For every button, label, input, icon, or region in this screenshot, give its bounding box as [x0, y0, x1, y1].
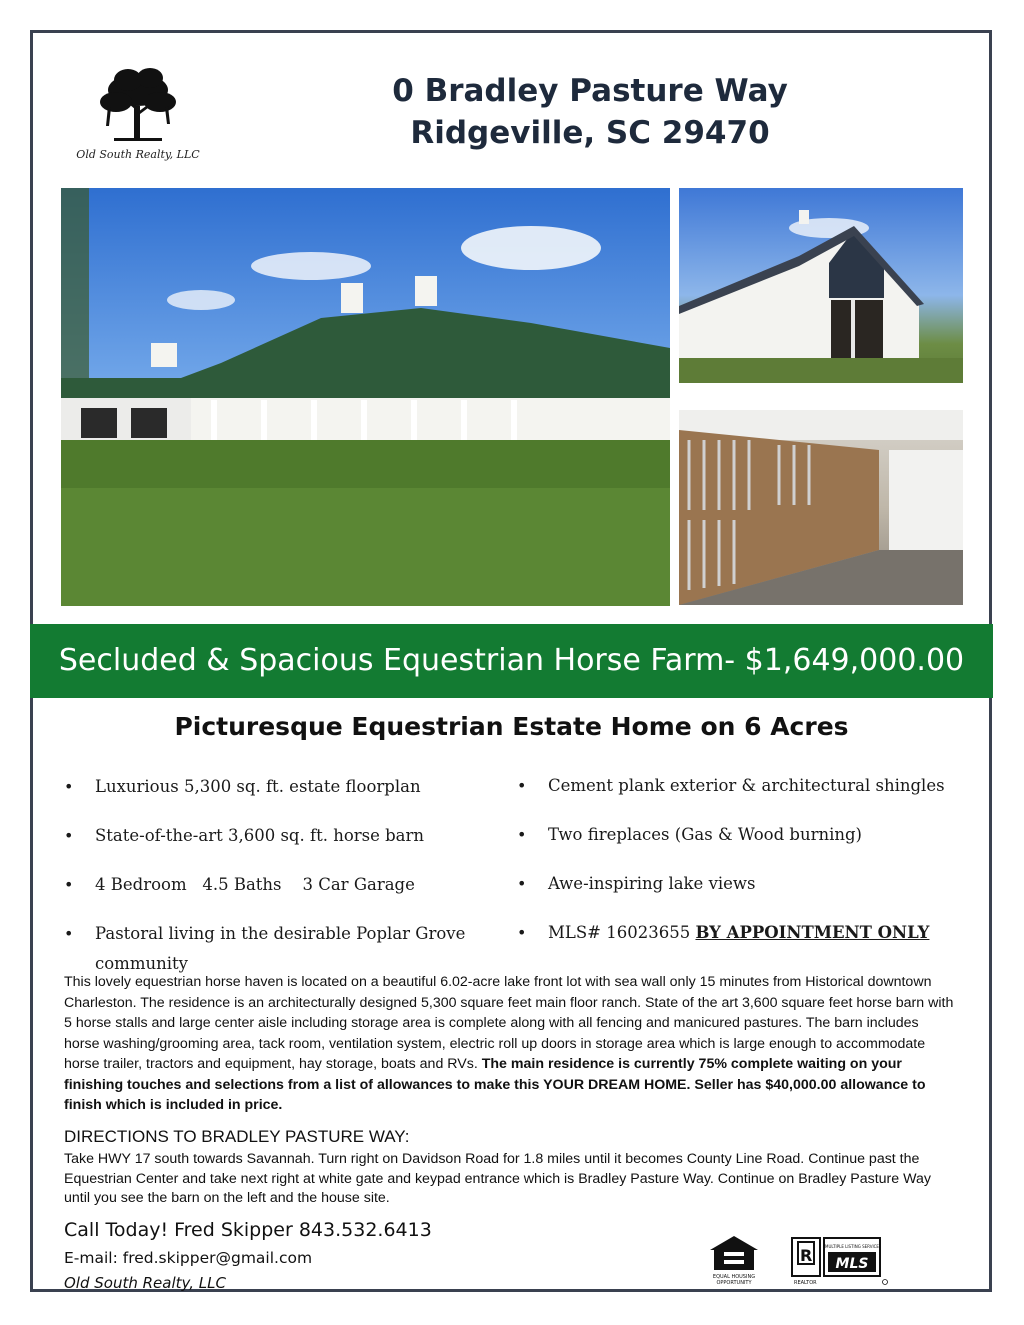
feature-item: • Two fireplaces (Gas & Wood burning): [517, 820, 987, 850]
logo-caption: Old South Realty, LLC: [76, 148, 200, 161]
address-street: 0 Bradley Pasture Way: [392, 73, 788, 109]
feature-item: • Luxurious 5,300 sq. ft. estate floorplan: [64, 772, 494, 802]
description-bold: The main residence is currently 75% complete waiting on your finishing touches and selections from a list of allowances to make this YOUR DREAM HOME. Seller has $40,000.00 allowance to finish which is included in price.: [64, 1056, 926, 1113]
contact-email: E-mail: fred.skipper@gmail.com: [64, 1249, 313, 1267]
property-description: [64, 972, 954, 1116]
feature-item-mls: [517, 918, 987, 948]
directions-title: DIRECTIONS TO BRADLEY PASTURE WAY:: [64, 1127, 410, 1146]
listing-headline: Picturesque Equestrian Estate Home on 6 Acres: [174, 712, 849, 741]
mls-label: MLS: [835, 1256, 869, 1272]
horse-barn-photo: [679, 188, 963, 383]
eho-caption: EQUAL HOUSING OPPORTUNITY: [712, 1274, 756, 1286]
directions-text: Take HWY 17 south towards Savannah. Turn right on Davidson Road for 1.8 miles until it becomes County Line Road. Continue past the Equestrian Center and take next right at white gate and keypad entrance which is Bradley Pasture Way. Continue on Bradley Pasture Way until you see the barn on the left and the house site.: [64, 1151, 931, 1206]
property-address: [330, 70, 850, 154]
svg-text:R: R: [800, 1246, 813, 1265]
features-list-right: [517, 771, 987, 967]
features-list-left: [64, 772, 494, 998]
realtor-mls-icon: [790, 1234, 890, 1288]
mls-number: MLS# 16023655: [548, 923, 691, 942]
mls-small-label: MULTIPLE LISTING SERVICE: [825, 1244, 879, 1249]
house-exterior-photo: [61, 188, 670, 606]
feature-item: • Cement plank exterior & architectural shingles: [517, 771, 987, 801]
feature-item: • Pastoral living in the desirable Poplar Grove community: [64, 919, 494, 979]
description-body: This lovely equestrian horse haven is located on a beautiful 6.02-acre lake front lot with sea wall only 15 minutes from Historical downtown Charleston. The residence is an architecturally designed 5,300 square feet main floor ranch. State of the art 3,600 square feet horse barn with 5 horse stalls and large center aisle including storage area is complete along with all fencing and manicured pastures. The barn includes horse washing/grooming area, tack room, ventilation system, electric roll up doors in storage area which is large enough to accommodate horse trailer, tractors and equipment, hay storage, boats and RVs.: [64, 974, 954, 1072]
realtor-label: REALTOR: [794, 1280, 817, 1286]
equal-housing-opportunity-icon: [706, 1234, 762, 1288]
appointment-only-note: BY APPOINTMENT ONLY: [695, 923, 930, 942]
feature-item: • State-of-the-art 3,600 sq. ft. horse barn: [64, 821, 494, 851]
feature-item: • Awe-inspiring lake views: [517, 869, 987, 899]
call-today-phone: Call Today! Fred Skipper 843.532.6413: [64, 1219, 432, 1241]
barn-interior-photo: [679, 410, 963, 605]
address-city: Ridgeville, SC 29470: [410, 115, 770, 151]
old-south-realty-logo: [68, 62, 208, 170]
feature-item: • 4 Bedroom 4.5 Baths 3 Car Garage: [64, 870, 494, 900]
company-name: Old South Realty, LLC: [64, 1274, 226, 1292]
price-banner: Secluded & Spacious Equestrian Horse Farm- $1,649,000.00: [30, 624, 993, 698]
